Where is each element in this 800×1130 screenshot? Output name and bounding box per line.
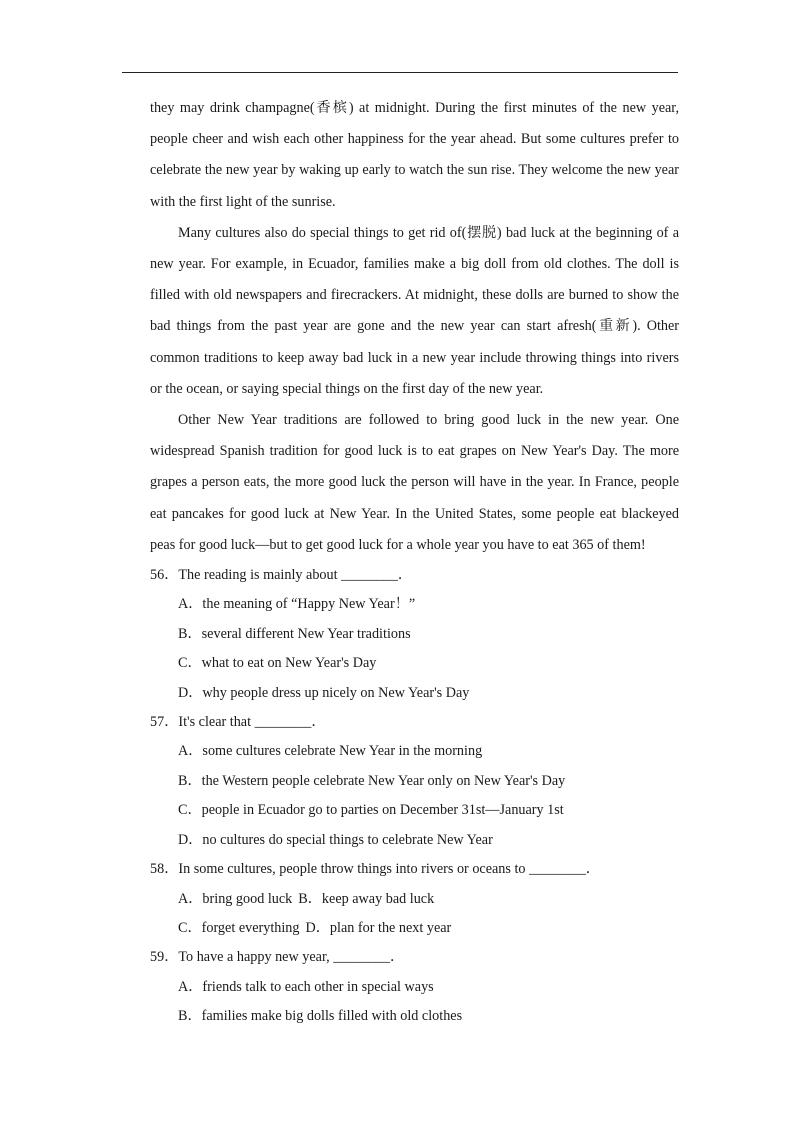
paragraph-1: they may drink champagne(香槟) at midnight. During the first minutes of the new year, people cheer and wish each other happiness for the year ahead. But some cultures prefer to celebrate the new year by waking up early to watch the sun rise. They welcome the new year with the first light of the sunrise. (150, 100, 679, 210)
option-d: D．no cultures do special things to celebrate New Year (178, 831, 493, 848)
option-a: A．the meaning of “Happy New Year！” (178, 596, 416, 613)
option-c: C．what to eat on New Year's Day (178, 655, 377, 672)
question-56 (150, 561, 679, 708)
option-b: B．the Western people celebrate New Year only on New Year's Day (178, 772, 566, 789)
option-b: B．several different New Year traditions (178, 625, 411, 642)
option-b: B．families make big dolls filled with old clothes (178, 1008, 463, 1025)
header-rule (122, 72, 678, 73)
option-a: A．bring good luck (178, 890, 293, 907)
option-a: A．friends talk to each other in special ways (178, 978, 434, 995)
question-stem: 57．It's clear that ________． (150, 714, 326, 731)
paragraph-3: Other New Year traditions are followed to bring good luck in the new year. One widespread Spanish tradition for good luck is to eat grapes on New Year's Day. The more grapes a person eats, the more good luck the person will have in the year. In France, people eat pancakes for good luck at New Year. In the United States, some people eat blackeyed peas for good luck—but to get good luck for a whole year you have to eat 365 of them! (150, 412, 679, 553)
question-58 (150, 855, 679, 943)
question-stem: 58．In some cultures, people throw things into rivers or oceans to ________． (150, 861, 600, 878)
paragraph-2: Many cultures also do special things to get rid of(摆脱) bad luck at the beginning of a new year. For example, in Ecuador, families make a big doll from old clothes. The doll is filled with old newspapers and firecrackers. At midnight, these dolls are burned to show the bad things from the past year are gone and the new year can start afresh(重新). Other common traditions to keep away bad luck in a new year include throwing things into rivers or the ocean, or saying special things on the first day of the new year. (150, 224, 679, 397)
option-c: C．forget everything (178, 919, 300, 936)
option-d: D．why people dress up nicely on New Year's Day (178, 684, 470, 701)
question-57 (150, 708, 679, 855)
question-stem: 56．The reading is mainly about ________． (150, 567, 413, 584)
option-row (150, 914, 679, 943)
option-a: A．some cultures celebrate New Year in the morning (178, 743, 483, 760)
question-stem: 59．To have a happy new year, ________． (150, 949, 405, 966)
option-c: C．people in Ecuador go to parties on December 31st—January 1st (178, 802, 564, 819)
question-59 (150, 943, 679, 1031)
option-row (150, 885, 679, 914)
option-b: B．keep away bad luck (298, 890, 435, 907)
option-d: D．plan for the next year (305, 919, 452, 936)
document-body (150, 93, 679, 1032)
